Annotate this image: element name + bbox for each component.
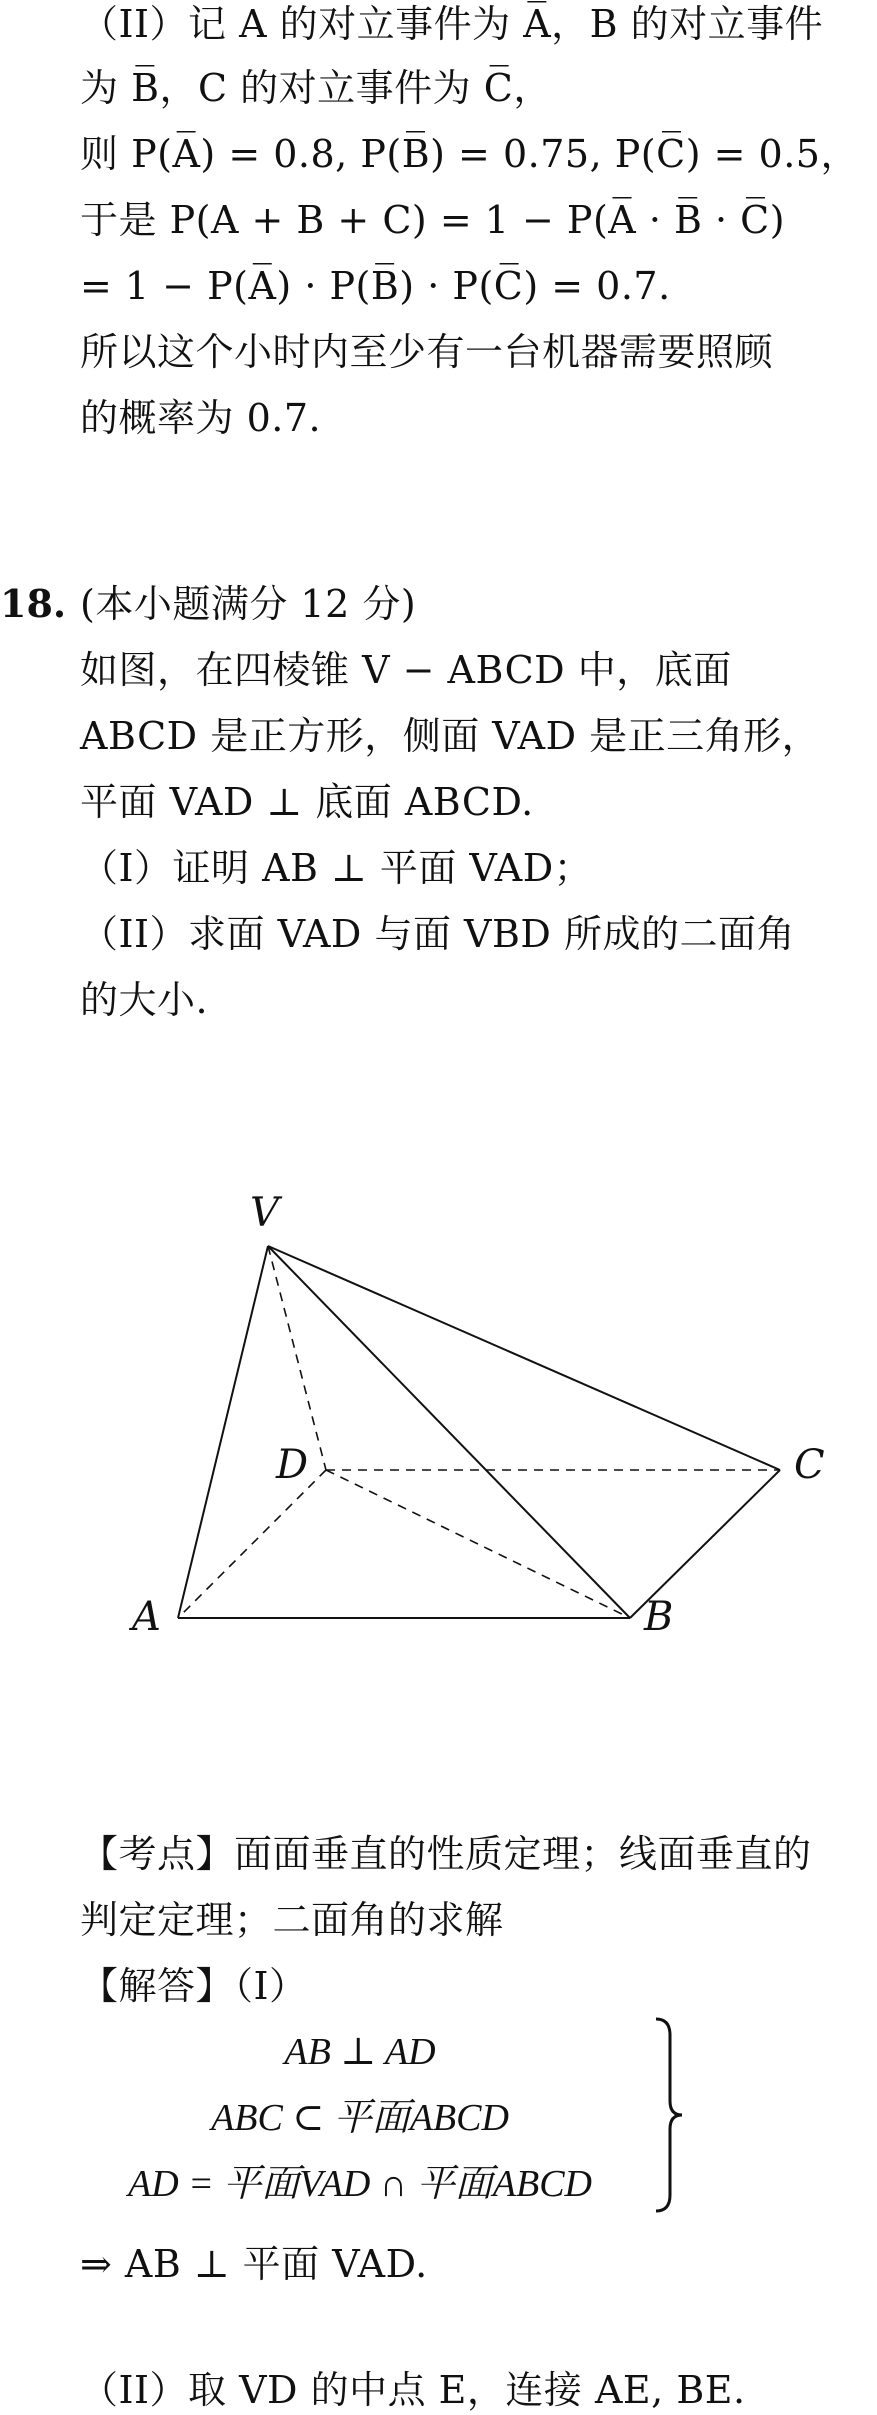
answer-conclusion: ⇒ AB ⊥ 平面 VAD. xyxy=(80,2242,428,2286)
problem-text: 如图，在四棱锥 V − ABCD 中，底面 xyxy=(80,648,732,692)
vertex-label-C: C xyxy=(794,1442,825,1488)
edge-DB xyxy=(326,1470,630,1618)
edge-VA xyxy=(178,1246,268,1618)
text-line: 为 B̅，C 的对立事件为 C̅， xyxy=(80,66,552,110)
analysis-keypoints-cont: 判定定理；二面角的求解 xyxy=(80,1898,504,1942)
formula-line-3: AD = 平面VAD ∩ 平面ABCD xyxy=(128,2163,592,2205)
problem-part-2-cont: 的大小. xyxy=(80,978,209,1022)
text-line: 所以这个小时内至少有一台机器需要照顾 xyxy=(80,330,774,374)
text-line: 于是 P(A + B + C) = 1 − P(A̅ · B̅ · C̅) xyxy=(80,198,786,242)
edge-VD xyxy=(268,1246,326,1470)
problem-part-2: （II）求面 VAD 与面 VBD 所成的二面角 xyxy=(80,912,795,956)
analysis-keypoints: 【考点】面面垂直的性质定理；线面垂直的 xyxy=(80,1832,812,1876)
vertex-label-V: V xyxy=(250,1190,279,1236)
problem-number: 18. xyxy=(0,581,67,626)
problem-text: ABCD 是正方形，侧面 VAD 是正三角形， xyxy=(80,714,821,758)
right-brace-icon xyxy=(650,2015,690,2215)
pyramid-figure xyxy=(0,1170,877,1670)
problem-part-1: （I）证明 AB ⊥ 平面 VAD； xyxy=(80,846,593,890)
vertex-label-A: A xyxy=(132,1594,161,1640)
problem-text: 平面 VAD ⊥ 底面 ABCD. xyxy=(80,780,534,824)
text-line: = 1 − P(A̅) · P(B̅) · P(C̅) = 0.7. xyxy=(80,264,671,308)
formula-line-2: ABC ⊂ 平面ABCD xyxy=(211,2097,509,2139)
edge-VB xyxy=(268,1246,630,1618)
formula-line-1: AB ⊥ AD xyxy=(284,2031,436,2073)
vertex-label-D: D xyxy=(276,1442,309,1488)
answer-part-2: （II）取 VD 的中点 E，连接 AE, BE. xyxy=(80,2368,746,2412)
text-line: （II）记 A 的对立事件为 A̅，B 的对立事件 xyxy=(80,2,824,46)
text-line: 的概率为 0.7. xyxy=(80,396,322,440)
problem-header: (本小题满分 12 分) xyxy=(80,582,417,626)
text-line: 则 P(A̅) = 0.8, P(B̅) = 0.75, P(C̅) = 0.5， xyxy=(80,132,859,176)
edge-DA xyxy=(178,1470,326,1618)
vertex-label-B: B xyxy=(644,1594,674,1640)
edge-VC xyxy=(268,1246,780,1470)
answer-heading: 【解答】（I） xyxy=(80,1964,308,2008)
